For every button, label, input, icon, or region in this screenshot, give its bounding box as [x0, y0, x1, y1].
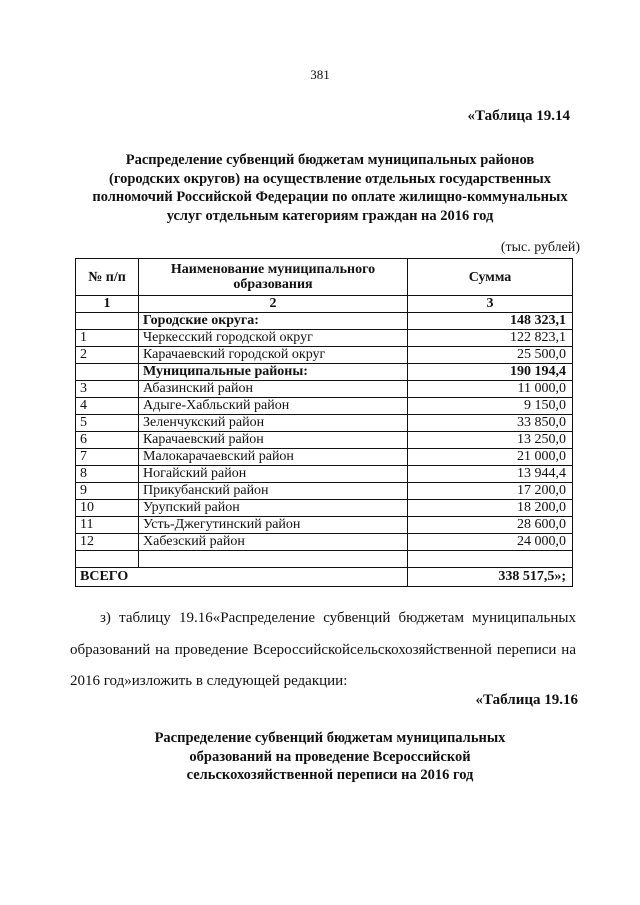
row-name: Муниципальные районы:: [139, 364, 408, 381]
row-number: 10: [76, 500, 139, 517]
page-number: 381: [310, 67, 330, 82]
row-sum: 18 200,0: [408, 500, 573, 517]
row-sum: 9 150,0: [408, 398, 573, 415]
row-number: 8: [76, 466, 139, 483]
table-total-row: [76, 568, 573, 587]
row-sum: 24 000,0: [408, 534, 573, 551]
row-name: Малокарачаевский район: [139, 449, 408, 466]
row-name: Карачаевский городской округ: [139, 347, 408, 364]
row-number: 6: [76, 432, 139, 449]
table-row: [76, 347, 573, 364]
row-name: Абазинский район: [139, 381, 408, 398]
row-sum: 13 944,4: [408, 466, 573, 483]
row-name: Карачаевский район: [139, 432, 408, 449]
column-number: 2: [139, 296, 408, 313]
header-sum: Сумма: [408, 259, 573, 296]
row-name: Усть-Джегутинский район: [139, 517, 408, 534]
row-sum: 33 850,0: [408, 415, 573, 432]
heading-line: сельскохозяйственной переписи на 2016 год: [186, 767, 474, 783]
row-name: [139, 551, 408, 568]
row-number: 12: [76, 534, 139, 551]
row-sum: 11 000,0: [408, 381, 573, 398]
table-group-row: [76, 364, 573, 381]
table-row: [76, 432, 573, 449]
table-header-row: [76, 259, 573, 296]
row-sum: 148 323,1: [408, 313, 573, 330]
table-row: [76, 534, 573, 551]
row-number: 9: [76, 483, 139, 500]
table-reference: «Таблица 19.14: [467, 108, 570, 124]
total-sum: 338 517,5»;: [408, 568, 573, 587]
table-row: [76, 415, 573, 432]
table-reference-2: «Таблица 19.16: [475, 692, 578, 708]
row-sum: 17 200,0: [408, 483, 573, 500]
column-number: 1: [76, 296, 139, 313]
heading-line: Распределение субвенций бюджетам муниципальных: [154, 730, 506, 746]
column-number: 3: [408, 296, 573, 313]
row-name: Адыге-Хабльский район: [139, 398, 408, 415]
row-name: Зеленчукский район: [139, 415, 408, 432]
total-label: ВСЕГО: [76, 568, 408, 587]
row-number: 1: [76, 330, 139, 347]
row-sum: [408, 551, 573, 568]
heading-line: (городских округов) на осуществление отдельных государственных: [109, 170, 551, 187]
row-number: 7: [76, 449, 139, 466]
row-number: 4: [76, 398, 139, 415]
row-sum: 13 250,0: [408, 432, 573, 449]
table-row: [76, 330, 573, 347]
row-number: [76, 313, 139, 330]
row-name: Городские округа:: [139, 313, 408, 330]
header-number: № п/п: [76, 259, 139, 296]
table-row: [76, 483, 573, 500]
subvention-table: [75, 258, 573, 587]
heading-line: Распределение субвенций бюджетам муниципальных районов: [125, 152, 535, 168]
table-row: [76, 381, 573, 398]
row-sum: 28 600,0: [408, 517, 573, 534]
row-sum: 21 000,0: [408, 449, 573, 466]
row-number: [76, 364, 139, 381]
row-sum: 122 823,1: [408, 330, 573, 347]
paragraph-text: з) таблицу 19.16«Распределение субвенций бюджетам муниципальных образований на проведение Всероссийскойсельскохозяйственной переписи на 2016 год»изложить в следующей редакции:: [70, 610, 576, 689]
table-group-row: [76, 313, 573, 330]
column-number-row: [76, 296, 573, 313]
table-row: [76, 466, 573, 483]
row-sum: 25 500,0: [408, 347, 573, 364]
row-number: 5: [76, 415, 139, 432]
row-name: Прикубанский район: [139, 483, 408, 500]
row-number: 3: [76, 381, 139, 398]
row-number: 11: [76, 517, 139, 534]
table-row: [76, 500, 573, 517]
row-name: Черкесский городской округ: [139, 330, 408, 347]
heading-line: полномочий Российской Федерации по оплате жилищно-коммунальных: [92, 189, 568, 205]
row-number: [76, 551, 139, 568]
row-name: Хабезский район: [139, 534, 408, 551]
table-heading-2: [70, 729, 590, 785]
heading-line: образований на проведение Всероссийской: [189, 748, 471, 765]
table-row: [76, 398, 573, 415]
body-paragraph: [70, 603, 576, 698]
row-sum: 190 194,4: [408, 364, 573, 381]
row-name: Ногайский район: [139, 466, 408, 483]
header-name: Наименование муниципального образования: [139, 259, 408, 296]
table-row: [76, 517, 573, 534]
table-row: [76, 551, 573, 568]
unit-label: (тыс. рублей): [500, 240, 580, 255]
table-row: [76, 449, 573, 466]
row-number: 2: [76, 347, 139, 364]
table-heading: [70, 151, 590, 225]
heading-line: услуг отдельным категориям граждан на 2016 год: [166, 207, 494, 224]
row-name: Урупский район: [139, 500, 408, 517]
